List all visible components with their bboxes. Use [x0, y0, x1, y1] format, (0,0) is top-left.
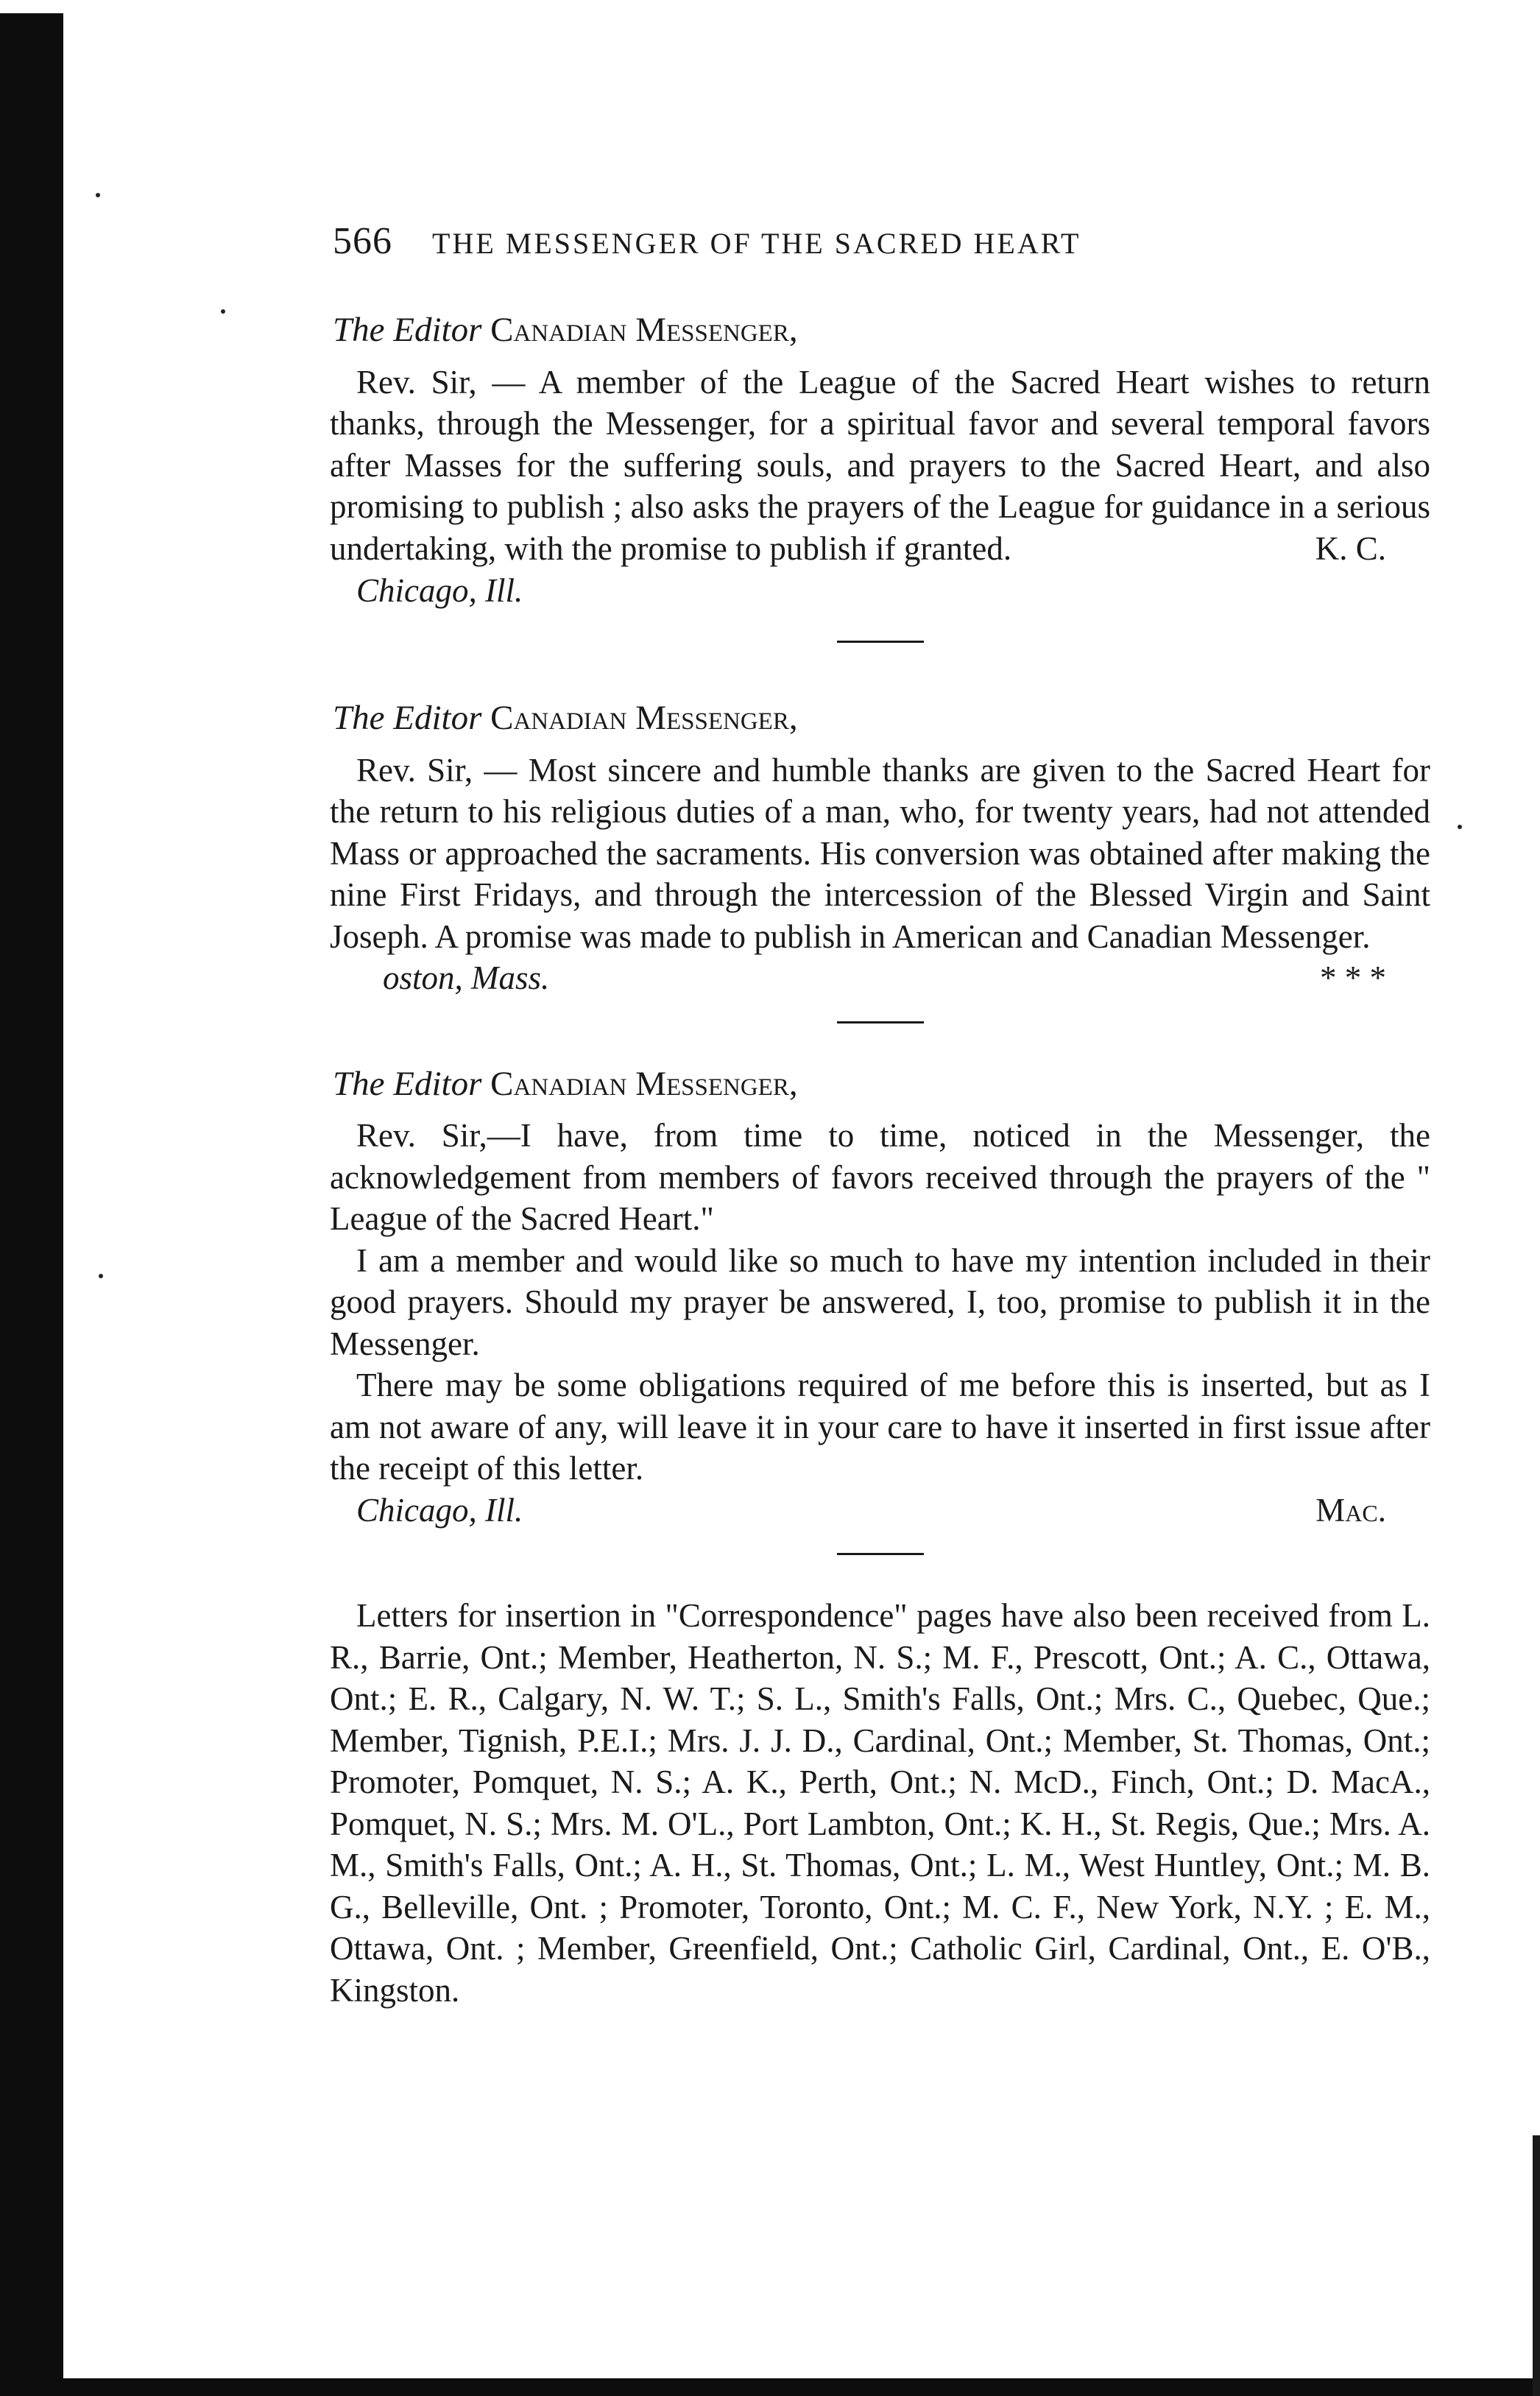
section-rule — [837, 1553, 924, 1555]
scan-speck — [96, 193, 100, 197]
scan-right-shadow — [1533, 2135, 1540, 2396]
letter-signature: * * * — [1320, 959, 1386, 996]
letter-paragraph: I am a member and would like so much to have my intention included in their good prayers. Should my prayer be answered, I, too, promise to publish it in the Messenger. — [330, 1241, 1430, 1362]
address-italic: The Editor — [333, 1064, 482, 1103]
letter-paragraph: Rev. Sir, — A member of the League of the Sacred Heart wishes to return thanks, through the Messenger, for a spiritual favor and several temporal favors after Masses for the suffering souls, and prayers to the Sacred Heart, and also promising to publish ; also asks the prayers of the League for guidance in a serious undertaking, with the promise to publish if granted. — [330, 363, 1430, 567]
correspondence-notice: Letters for insertion in "Correspondence" pages have also been received from L. R., Barrie, Ont.; Member, Heatherton, N. S.; M. F., Prescott, Ont.; A. C., Ottawa, Ont.; E. R., Calgary, N. W. T.; S. L., Smith's Falls, Ont.; Mrs. C., Quebec, Que.; Member, Tignish, P.E.I.; Mrs. J. J. D., Cardinal, Ont.; Member, St. Thomas, Ont.; Promoter, Pomquet, N. S.; A. K., Perth, Ont.; N. McD., Finch, Ont.; D. MacA., Pomquet, N. S.; Mrs. M. O'L., Port Lambton, Ont.; K. H., St. Regis, Que.; Mrs. A. M., Smith's Falls, Ont.; A. H., St. Thomas, Ont.; L. M., West Huntley, Ont.; M. B. G., Belleville, Ont. ; Promoter, Toronto, Ont.; M. C. F., New York, N.Y. ; E. M., Ottawa, Ont. ; Member, Greenfield, Ont.; Catholic Girl, Cardinal, Ont., E. O'B., Kingston. — [330, 1597, 1430, 2009]
address-italic: The Editor — [333, 699, 482, 737]
scan-speck — [1458, 825, 1462, 829]
place-signature-line — [330, 1490, 1430, 1532]
section-rule — [837, 641, 924, 643]
page-number: 566 — [333, 220, 392, 262]
scan-speck — [221, 309, 225, 314]
scan-binding-shadow — [0, 13, 63, 2396]
scan-speck — [99, 1274, 103, 1278]
letter-3 — [330, 1063, 1430, 1532]
letter-place: Chicago, Ill. — [356, 1491, 523, 1529]
letter-address — [333, 309, 1430, 351]
address-caps: Canadian Messenger, — [490, 699, 798, 737]
letter-paragraph: Rev. Sir,—I have, from time to time, noticed in the Messenger, the acknowledgement from members of favors received through the prayers of the " League of the Sacred Heart." — [330, 1117, 1430, 1237]
text-column — [330, 221, 1430, 2011]
scan-bottom-shadow — [0, 2378, 1540, 2396]
address-italic: The Editor — [333, 311, 482, 349]
letter-place: Chicago, Ill. — [356, 571, 523, 609]
letter-paragraph: Rev. Sir, — Most sincere and humble thanks are given to the Sacred Heart for the return to his religious duties of a man, who, for twenty years, had not attended Mass or approached the sacraments. His conversion was obtained after making the nine First Fridays, and through the intercession of the Blessed Virgin and Saint Joseph. A promise was made to publish in American and Canadian Messenger. — [330, 751, 1430, 955]
running-title: THE MESSENGER OF THE SACRED HEART — [432, 227, 1081, 260]
letter-2 — [330, 697, 1430, 999]
place-line — [330, 570, 1430, 612]
address-caps: Canadian Messenger, — [490, 1064, 798, 1103]
section-rule — [837, 1021, 924, 1023]
letter-place: oston, Mass. — [383, 959, 550, 996]
letter-address — [333, 1063, 1430, 1105]
letter-signature: K. C. — [1315, 530, 1386, 567]
letter-paragraph: There may be some obligations required of me before this is inserted, but as I am not aware of any, will leave it in your care to have it inserted in first issue after the receipt of this letter. — [330, 1367, 1430, 1487]
letter-1 — [330, 309, 1430, 611]
place-signature-line — [330, 957, 1430, 999]
address-caps: Canadian Messenger, — [490, 311, 798, 349]
running-head — [333, 221, 1430, 287]
letter-signature: Mac. — [1315, 1491, 1386, 1529]
letter-address — [333, 697, 1430, 739]
